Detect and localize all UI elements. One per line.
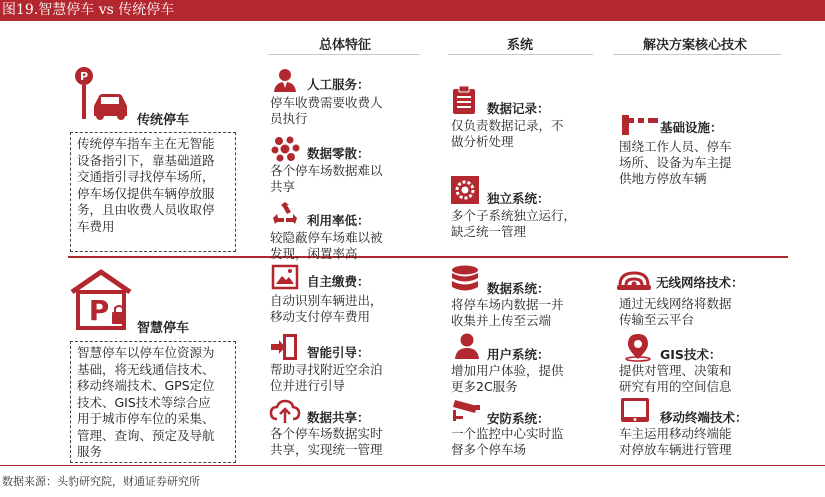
system-label: 用户系统： (487, 347, 550, 362)
desc-line: 务，且由收费人员收取停 (77, 202, 215, 217)
system-label: 独立系统： (487, 191, 550, 206)
solution-label: 移动终端技术： (660, 410, 748, 425)
solution-text (619, 363, 732, 395)
smart-parking-garage-icon (70, 270, 132, 330)
security-camera-icon (451, 396, 483, 422)
desc-line: 传统停车指车主在无智能 (77, 136, 215, 151)
solution-text (619, 139, 732, 187)
feature-label: 自主缴费： (307, 274, 370, 289)
system-line: 多个子系统独立运行， (451, 208, 577, 223)
solution-label: GIS技术： (660, 347, 722, 362)
system-line: 做分析处理 (451, 134, 514, 149)
header-system: 系统 (506, 38, 533, 53)
header-rule (268, 54, 420, 55)
system-line: 缺乏统一管理 (451, 224, 527, 239)
user-icon (455, 333, 479, 359)
desc-line: 移动终端技术、GPS定位 (77, 378, 215, 393)
solution-line: 围绕工作人员、停车 (619, 139, 732, 154)
system-label: 数据系统： (487, 281, 550, 296)
feature-line: 位并进行引导 (270, 378, 346, 393)
feature-line: 发现，闲置率高 (270, 246, 358, 261)
feature-line: 帮助寻找附近空余泊 (270, 362, 383, 377)
desc-line: 设备指引下，靠基础道路 (77, 152, 215, 168)
feature-line: 员执行 (270, 111, 308, 126)
desc-line: 车费用 (77, 218, 115, 234)
svg-text:P: P (79, 70, 89, 83)
smart-description (70, 341, 236, 463)
smart-parking-title: 智慧停车 (137, 321, 190, 336)
solution-line: 对停放车辆进行管理 (619, 442, 732, 457)
solution-text (619, 296, 732, 328)
desc-line: 智慧停车以停车位资源为 (77, 345, 215, 360)
solution-label: 基础设施： (660, 120, 723, 135)
feature-line: 共享 (270, 179, 296, 194)
system-label: 数据记录： (487, 101, 550, 116)
feature-line: 移动支付停车费用 (270, 309, 371, 324)
system-line: 将停车场内数据一并 (451, 297, 564, 312)
system-line: 增加用户体验，提供 (451, 363, 564, 378)
header-features: 总体特征 (318, 38, 371, 53)
feature-text (270, 230, 383, 262)
parking-sign-car-icon (72, 66, 130, 122)
system-text (451, 363, 564, 395)
system-text (451, 426, 564, 458)
feature-text (270, 293, 383, 325)
solution-line: 通过无线网络将数据 (619, 296, 732, 311)
solution-label: 无线网络技术： (656, 275, 744, 290)
system-line: 仅负责数据记录，不 (451, 118, 564, 133)
photo-icon (272, 265, 298, 289)
feature-label: 利用率低： (307, 213, 370, 228)
person-icon (272, 68, 298, 92)
feature-label: 智能引导： (307, 345, 370, 360)
solution-text (619, 426, 732, 458)
header-rule (448, 54, 593, 55)
feature-text (270, 362, 383, 394)
solution-line: 场所、设备为车主提 (619, 155, 732, 170)
solution-line: 研究有用的空间信息 (619, 379, 732, 394)
feature-line: 共享，实现统一管理 (270, 442, 383, 457)
desc-line: 管理、查询、预定及导航 (77, 427, 215, 443)
feature-label: 数据共享： (307, 410, 370, 425)
bottom-rule (0, 465, 825, 466)
header-solution: 解决方案核心技术 (642, 38, 747, 53)
system-text (451, 208, 576, 240)
header-rule (613, 54, 781, 55)
feature-line: 各个停车场数据实时 (270, 426, 383, 441)
feature-line: 自动识别车辆进出， (270, 293, 383, 308)
traditional-description (70, 132, 236, 252)
gear-icon (451, 176, 479, 204)
figure-title: 图19.智慧停车 vs 传统停车 (0, 0, 825, 21)
desc-line: 交通指引寻找停车场所， (77, 169, 215, 184)
system-line: 更多2C服务 (451, 379, 518, 394)
system-label: 安防系统： (487, 411, 550, 426)
recycle-icon (271, 202, 299, 228)
wifi-icon (617, 267, 651, 291)
feature-label: 人工服务： (307, 77, 370, 92)
database-icon (451, 265, 479, 293)
solution-line: 供地方停放车辆 (619, 171, 707, 186)
feature-text (270, 426, 383, 458)
solution-line: 提供对管理、决策和 (619, 363, 732, 378)
scattered-dots-icon (271, 136, 301, 162)
desc-line: 基础，将无线通信技术、 (77, 361, 215, 377)
desc-line: 停车场仅提供车辆停放服 (77, 185, 215, 201)
feature-line: 停车收费需要收费人 (270, 95, 383, 110)
cloud-upload-icon (270, 399, 300, 425)
system-text (451, 297, 564, 329)
system-line: 收集并上传至云端 (451, 313, 552, 328)
barrier-gate-icon (622, 113, 658, 135)
section-divider (68, 256, 788, 258)
door-arrow-icon (271, 334, 299, 360)
solution-line: 传输至云平台 (619, 312, 695, 327)
desc-line: 用于城市停车位的采集、 (77, 411, 215, 426)
solution-line: 车主运用移动终端能 (619, 426, 732, 441)
tablet-icon (620, 397, 650, 423)
traditional-parking-title: 传统停车 (137, 113, 190, 128)
feature-text (270, 95, 383, 127)
map-pin-icon (624, 333, 652, 361)
system-line: 一个监控中心实时监 (451, 426, 564, 441)
feature-line: 较隐蔽停车场难以被 (270, 230, 383, 245)
clipboard-icon (452, 86, 476, 114)
system-text (451, 118, 564, 150)
system-line: 督多个停车场 (451, 442, 527, 457)
desc-line: 技术、GIS技术等综合应 (77, 394, 211, 410)
feature-text (270, 163, 383, 195)
feature-line: 各个停车场数据难以 (270, 163, 383, 178)
desc-line: 服务 (77, 444, 103, 459)
feature-label: 数据零散： (307, 146, 370, 161)
svg-text:P: P (88, 294, 110, 327)
source-note: 数据来源：头豹研究院，财通证券研究所 (2, 475, 200, 488)
